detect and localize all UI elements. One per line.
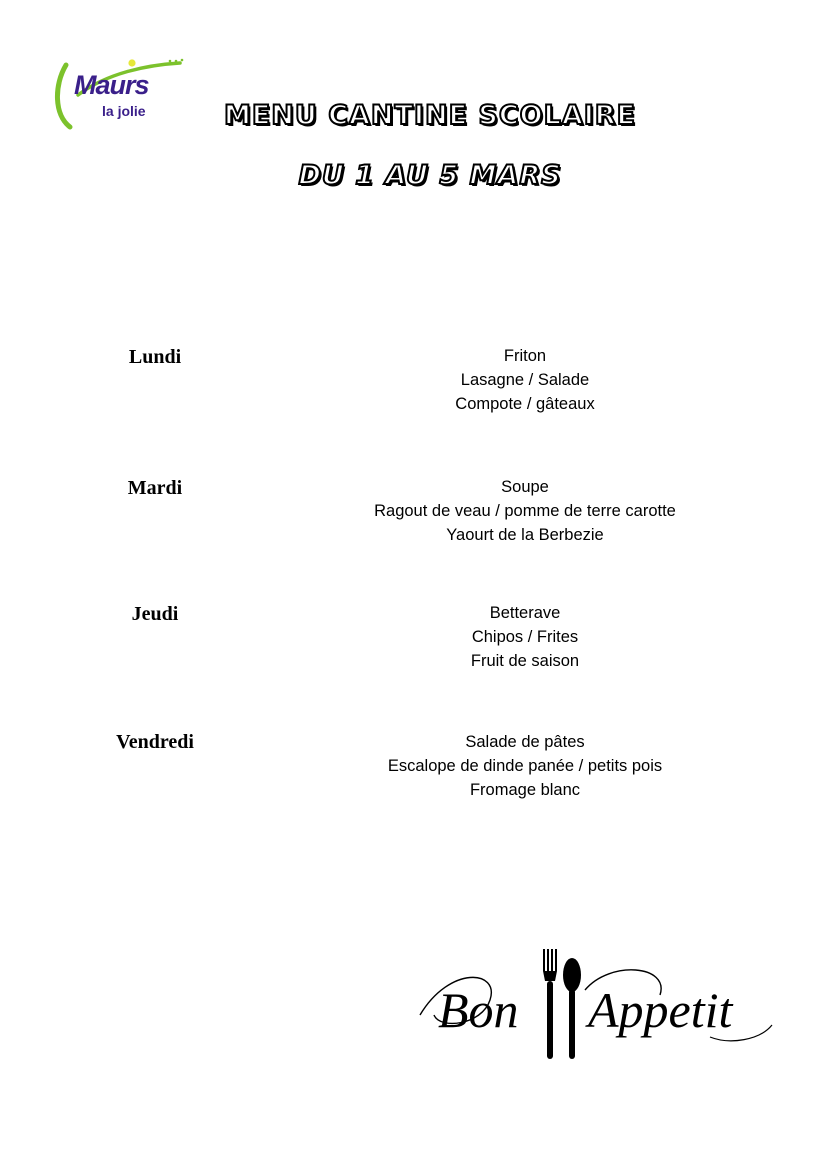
dish-plat: Lasagne / Salade [460, 371, 590, 389]
fork-icon [543, 949, 557, 1059]
page-subtitle-dates: DU 1 AU 5 MARS [298, 160, 562, 191]
spoon-icon [563, 958, 581, 1059]
dish-dessert: Fromage blanc [469, 781, 581, 799]
day-label-jeudi: Jeudi [131, 603, 179, 625]
dish-plat: Chipos / Frites [471, 628, 579, 646]
dishes-lundi [320, 344, 730, 416]
day-label-vendredi: Vendredi [116, 731, 194, 753]
dishes-jeudi [320, 601, 730, 673]
dish-plat: Escalope de dinde panée / petits pois [387, 757, 663, 775]
dish-dessert: Yaourt de la Berbezie [446, 526, 604, 544]
dishes-vendredi [320, 730, 730, 802]
logo-wordmark: Maurs [74, 70, 149, 100]
dish-dessert: Compote / gâteaux [455, 395, 595, 413]
dish-entree: Friton [503, 347, 547, 365]
day-label-lundi: Lundi [128, 346, 182, 368]
logo-tagline: la jolie [102, 103, 146, 119]
dish-entree: Soupe [501, 478, 549, 496]
dish-plat: Ragout de veau / pomme de terre carotte [374, 502, 676, 520]
dishes-mardi [320, 475, 730, 547]
day-label-mardi: Mardi [127, 477, 183, 499]
bon-appetit-svg [410, 945, 780, 1070]
dish-entree: Betterave [489, 604, 561, 622]
page-title: MENU CANTINE SCOLAIRE [223, 100, 637, 131]
dish-dessert: Fruit de saison [470, 652, 580, 670]
bon-text: Bon [438, 982, 519, 1038]
appetit-text: Appetit [588, 982, 733, 1038]
bon-appetit-graphic [410, 945, 780, 1070]
dish-entree: Salade de pâtes [465, 733, 585, 751]
